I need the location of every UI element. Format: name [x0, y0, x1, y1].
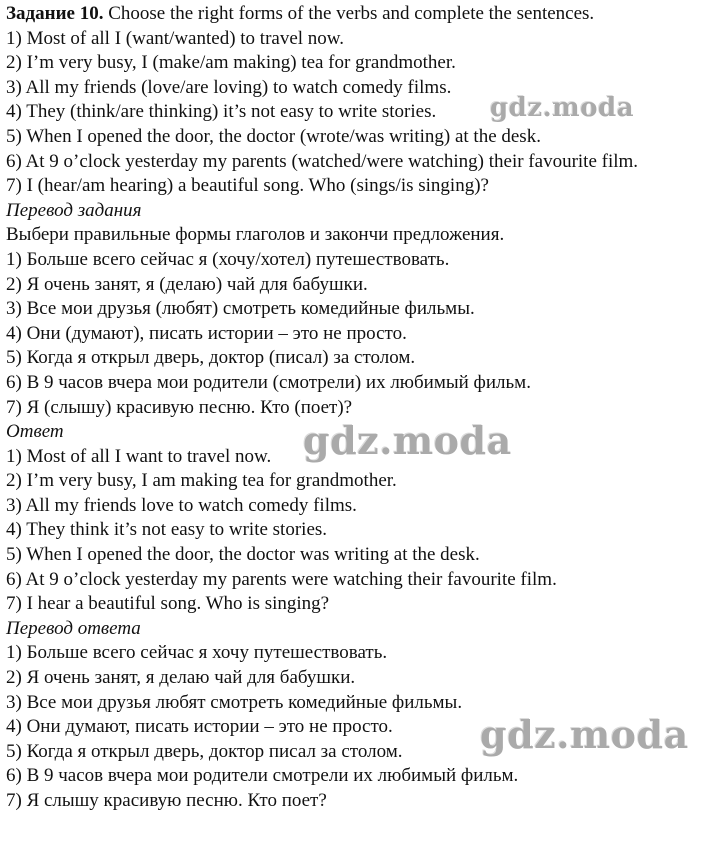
answer-translation-item: 7) Я слышу красивую песню. Кто поет? [6, 790, 327, 811]
answer-translation-heading: Перевод ответа [6, 617, 141, 639]
answer-heading: Ответ [6, 421, 64, 443]
answer-translation-item: 2) Я очень занят, я делаю чай для бабушки. [6, 667, 356, 689]
answer-translation-item: 4) Они думают, писать истории – это не просто. [6, 716, 393, 738]
task-translation-heading: Перевод задания [6, 199, 142, 221]
watermark-logo: gdz.moda [480, 712, 689, 757]
answer-translation-item: 5) Когда я открыл дверь, доктор писал за столом. [6, 740, 403, 762]
task-item: 1) Most of all I (want/wanted) to travel now. [6, 27, 345, 49]
watermark-logo: gdz.moda [490, 93, 635, 123]
task-item: 3) All my friends (love/are loving) to watch comedy films. [6, 76, 452, 98]
task-translation-item: 1) Больше всего сейчас я (хочу/хотел) путешествовать. [6, 248, 450, 270]
answer-item: 3) All my friends love to watch comedy films. [6, 494, 357, 516]
task-translation-item: 7) Я (слышу) красивую песню. Кто (поет)? [6, 396, 353, 418]
answer-translation-item: 1) Больше всего сейчас я хочу путешествовать. [6, 642, 388, 664]
document-page [6, 2, 724, 814]
task-item: 4) They (think/are thinking) it’s not easy to write stories. [6, 101, 437, 123]
answer-translation-item: 3) Все мои друзья любят смотреть комедийные фильмы. [6, 691, 463, 713]
task-translation-item: 4) Они (думают), писать истории – это не просто. [6, 322, 407, 344]
task-item: 5) When I opened the door, the doctor (wrote/was writing) at the desk. [6, 125, 541, 147]
task-title-line [6, 2, 724, 27]
task-item: 7) I (hear/am hearing) a beautiful song. Who (sings/is singing)? [6, 175, 489, 197]
task-translation-item: 5) Когда я открыл дверь, доктор (писал) за столом. [6, 347, 416, 369]
answer-item: 4) They think it’s not easy to write stories. [6, 519, 328, 541]
answer-item: 6) At 9 o’clock yesterday my parents were watching their favourite film. [6, 568, 557, 590]
answer-item: 1) Most of all I want to travel now. [6, 445, 272, 467]
task-item: 2) I’m very busy, I (make/am making) tea for grandmother. [6, 52, 456, 74]
task-translation-item: 2) Я очень занят, я (делаю) чай для бабушки. [6, 273, 368, 295]
answer-item: 7) I hear a beautiful song. Who is singing? [6, 593, 330, 615]
watermark-logo: gdz.moda [303, 418, 512, 463]
task-label: Задание 10. [6, 3, 104, 24]
task-translation-instruction: Выбери правильные формы глаголов и закончи предложения. [6, 224, 505, 246]
task-instruction: Choose the right forms of the verbs and complete the sentences. [103, 3, 595, 24]
answer-item: 2) I’m very busy, I am making tea for grandmother. [6, 470, 397, 492]
answer-translation-item: 6) В 9 часов вчера мои родители смотрели их любимый фильм. [6, 765, 519, 787]
task-translation-item: 3) Все мои друзья (любят) смотреть комедийные фильмы. [6, 298, 475, 320]
task-item: 6) At 9 o’clock yesterday my parents (watched/were watching) their favourite film. [6, 150, 639, 172]
answer-item: 5) When I opened the door, the doctor was writing at the desk. [6, 544, 480, 566]
task-translation-item: 6) В 9 часов вчера мои родители (смотрели) их любимый фильм. [6, 371, 531, 393]
